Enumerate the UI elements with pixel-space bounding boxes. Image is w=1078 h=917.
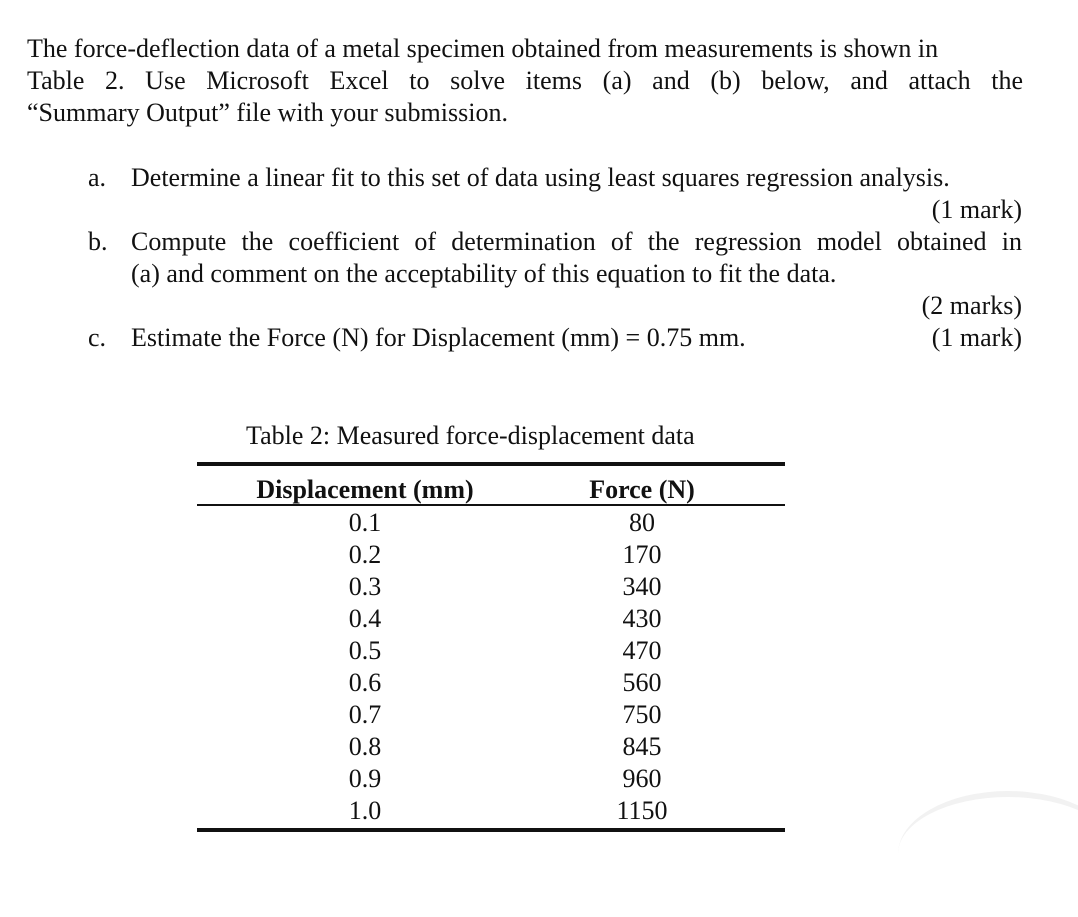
table-cell-displacement: 0.8 — [348, 732, 382, 761]
intro-line-1: The force-deflection data of a metal specimen obtained from measurements is shown in — [27, 34, 939, 63]
item-b-marker: b. — [88, 227, 108, 256]
table-cell-force: 80 — [629, 508, 655, 537]
item-a-text: Determine a linear fit to this set of data using least squares regression analysis. — [131, 163, 950, 192]
table-cell-displacement: 0.2 — [348, 540, 382, 569]
item-c-text: Estimate the Force (N) for Displacement (mm) = 0.75 mm. — [131, 323, 746, 352]
table-cell-displacement: 0.6 — [348, 668, 382, 697]
table-cell-force: 560 — [622, 668, 662, 697]
header-displacement: Displacement (mm) — [256, 475, 474, 504]
item-a-marker: a. — [88, 163, 107, 192]
table-cell-displacement: 0.9 — [348, 764, 382, 793]
table-caption: Table 2: Measured force-displacement data — [246, 421, 695, 450]
table-cell-displacement: 0.5 — [348, 636, 382, 665]
intro-line-3: “Summary Output” file with your submission. — [27, 98, 508, 127]
corner-decoration — [898, 791, 1078, 917]
table-cell-force: 340 — [622, 572, 662, 601]
table-header-rule — [197, 504, 785, 506]
table-cell-force: 430 — [622, 604, 662, 633]
item-c-marker: c. — [88, 323, 107, 352]
table-cell-displacement: 0.7 — [348, 700, 382, 729]
table-cell-displacement: 1.0 — [348, 796, 382, 825]
table-top-rule — [197, 462, 785, 466]
table-cell-force: 170 — [622, 540, 662, 569]
table-cell-force: 845 — [622, 732, 662, 761]
table-cell-force: 470 — [622, 636, 662, 665]
intro-paragraph — [27, 33, 1023, 129]
table-bottom-rule — [197, 828, 785, 832]
item-b-text-line-2: (a) and comment on the acceptability of this equation to fit the data. — [131, 259, 837, 288]
item-a-marks: (1 mark) — [931, 195, 1022, 224]
intro-line-2: Table 2. Use Microsoft Excel to solve items (a) and (b) below, and attach the — [27, 66, 1023, 95]
table-cell-displacement: 0.3 — [348, 572, 382, 601]
item-b-text-line-1: Compute the coefficient of determination of the regression model obtained in — [131, 227, 1022, 256]
table-cell-displacement: 0.1 — [348, 508, 382, 537]
item-b-marks: (2 marks) — [921, 291, 1022, 320]
table-cell-displacement: 0.4 — [348, 604, 382, 633]
table-cell-force: 1150 — [616, 796, 668, 825]
item-c-marks: (1 mark) — [931, 323, 1022, 352]
table-cell-force: 960 — [622, 764, 662, 793]
table-cell-force: 750 — [622, 700, 662, 729]
header-force: Force (N) — [589, 475, 695, 504]
